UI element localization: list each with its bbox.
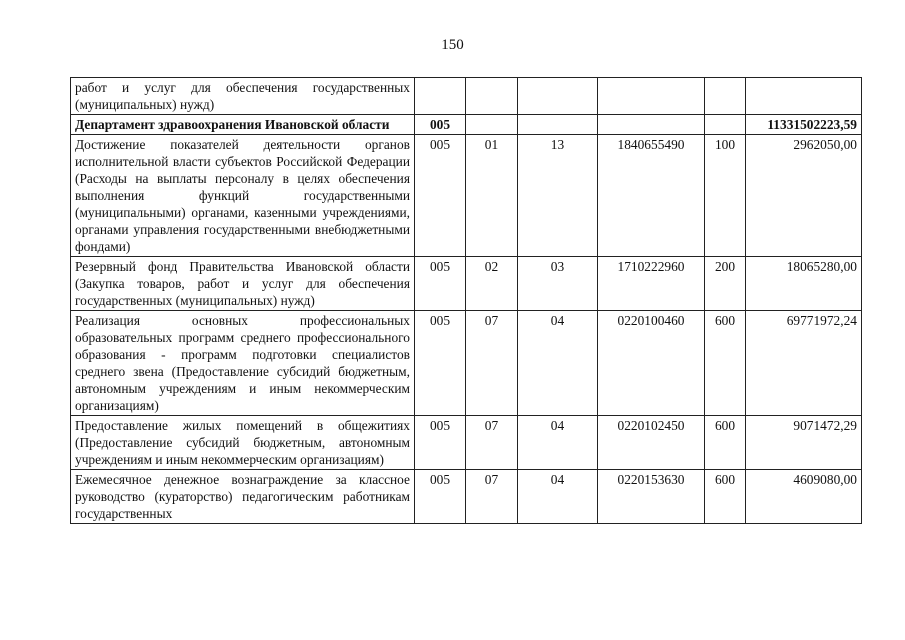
table-row <box>71 115 862 135</box>
ministry-code: 005 <box>415 470 466 524</box>
amount <box>746 78 862 115</box>
target-code: 1840655490 <box>598 135 705 257</box>
ministry-code: 005 <box>415 311 466 416</box>
row-description: Предоставление жилых помещений в общежитиях (Предоставление субсидий бюджетным, автономным учреждениям и иным некоммерческим организациям) <box>71 416 415 470</box>
target-code: 0220102450 <box>598 416 705 470</box>
row-description: работ и услуг для обеспечения государственных (муниципальных) нужд) <box>71 78 415 115</box>
section-code: 07 <box>466 311 518 416</box>
ministry-code: 005 <box>415 257 466 311</box>
subsection-code <box>518 115 598 135</box>
subsection-code: 04 <box>518 470 598 524</box>
amount: 9071472,29 <box>746 416 862 470</box>
budget-table <box>70 77 862 524</box>
page-number: 150 <box>441 37 464 53</box>
subsection-code: 04 <box>518 416 598 470</box>
amount: 18065280,00 <box>746 257 862 311</box>
section-code: 07 <box>466 416 518 470</box>
table-row <box>71 78 862 115</box>
ministry-code: 005 <box>415 115 466 135</box>
expense-type-code: 600 <box>705 416 746 470</box>
amount: 69771972,24 <box>746 311 862 416</box>
table-row <box>71 135 862 257</box>
ministry-code: 005 <box>415 416 466 470</box>
target-code: 0220153630 <box>598 470 705 524</box>
table-row <box>71 257 862 311</box>
expense-type-code <box>705 115 746 135</box>
table-row <box>71 311 862 416</box>
section-code: 01 <box>466 135 518 257</box>
section-code: 02 <box>466 257 518 311</box>
section-code: 07 <box>466 470 518 524</box>
row-description: Резервный фонд Правительства Ивановской области (Закупка товаров, работ и услуг для обеспечения государственных (муниципальных) нужд) <box>71 257 415 311</box>
subsection-code: 04 <box>518 311 598 416</box>
ministry-code <box>415 78 466 115</box>
table-row <box>71 470 862 524</box>
table-row <box>71 416 862 470</box>
target-code: 0220100460 <box>598 311 705 416</box>
target-code <box>598 115 705 135</box>
amount: 11331502223,59 <box>746 115 862 135</box>
ministry-code: 005 <box>415 135 466 257</box>
subsection-code: 13 <box>518 135 598 257</box>
subsection-code: 03 <box>518 257 598 311</box>
subsection-code <box>518 78 598 115</box>
expense-type-code: 600 <box>705 311 746 416</box>
section-code <box>466 115 518 135</box>
expense-type-code: 200 <box>705 257 746 311</box>
section-code <box>466 78 518 115</box>
row-description: Реализация основных профессиональных образовательных программ среднего профессионального образования - программ подготовки специалистов среднего звена (Предоставление субсидий бюджетным, автономным учреждениям и иным некоммерческим организациям) <box>71 311 415 416</box>
target-code: 1710222960 <box>598 257 705 311</box>
row-description: Департамент здравоохранения Ивановской области <box>71 115 415 135</box>
expense-type-code <box>705 78 746 115</box>
target-code <box>598 78 705 115</box>
expense-type-code: 600 <box>705 470 746 524</box>
amount: 2962050,00 <box>746 135 862 257</box>
row-description: Ежемесячное денежное вознаграждение за классное руководство (кураторство) педагогическим работникам государственных <box>71 470 415 524</box>
amount: 4609080,00 <box>746 470 862 524</box>
row-description: Достижение показателей деятельности органов исполнительной власти субъектов Российской Федерации (Расходы на выплаты персоналу в целях обеспечения выполнения функций государственными (муниципальными) органами, казенными учреждениями, органами управления государственными внебюджетными фондами) <box>71 135 415 257</box>
expense-type-code: 100 <box>705 135 746 257</box>
